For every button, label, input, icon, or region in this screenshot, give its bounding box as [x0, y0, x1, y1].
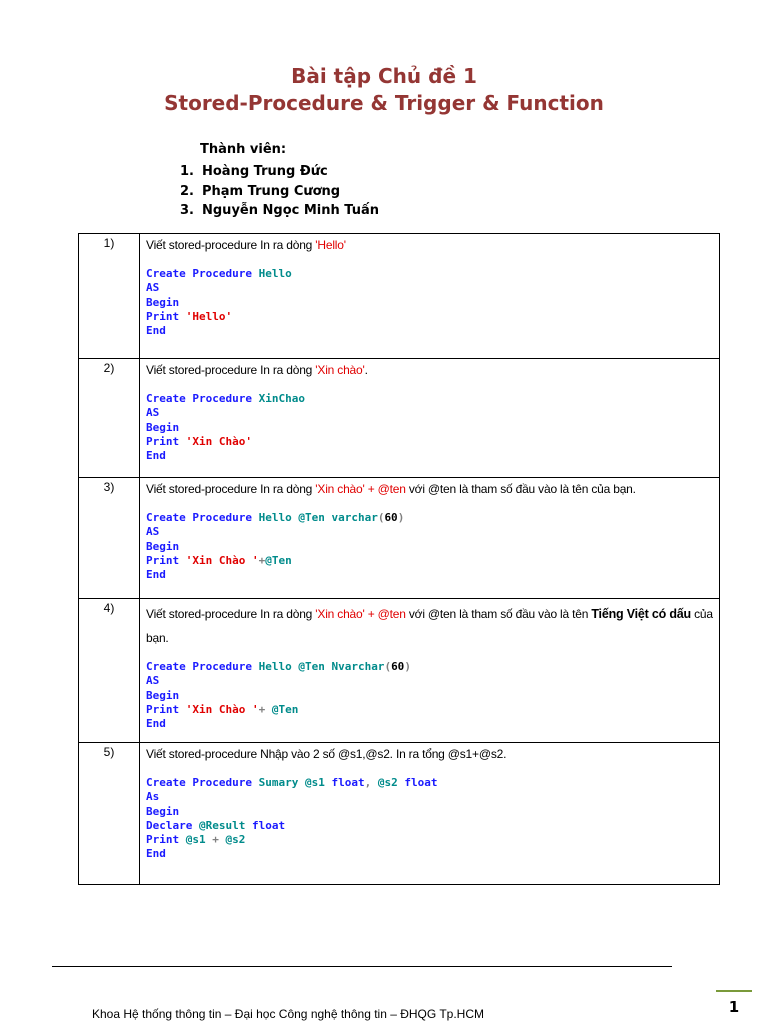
code-keyword: Create Procedure [146, 267, 252, 280]
exercise-content [140, 234, 720, 359]
code-paren: ( [377, 511, 385, 524]
exercise-content [140, 743, 720, 885]
code-string: 'Xin Chào ' [185, 702, 259, 716]
code-identifier: @Ten [265, 553, 292, 567]
code-paren: ) [404, 660, 411, 673]
code-string: 'Xin Chào ' [185, 553, 259, 567]
code-identifier: @s2 [225, 833, 246, 847]
code-keyword: Create Procedure [146, 776, 252, 789]
member-number: 3. [180, 203, 194, 218]
exercise-content [140, 599, 720, 743]
code-string: 'Hello' [185, 309, 233, 323]
task-text: Viết stored-procedure Nhập vào 2 số @s1,@s2. In ra tổng @s1+@s2. [146, 747, 507, 761]
code-keyword: AS [146, 281, 160, 295]
member-item [180, 162, 379, 182]
code-block [146, 392, 713, 463]
task-prefix: Viết stored-procedure In ra dòng [146, 607, 316, 621]
code-keyword: End [146, 568, 166, 582]
member-name: Hoàng Trung Đức [202, 164, 328, 179]
exercise-row [79, 234, 720, 359]
code-identifier: Hello @Ten [258, 511, 325, 524]
footer-rule [52, 966, 672, 967]
task-prefix: Viết stored-procedure In ra dòng [146, 238, 316, 252]
exercise-row [79, 359, 720, 478]
document-subtitle: Stored-Procedure & Trigger & Function [164, 91, 604, 115]
task-string: 'Xin chào' + @ten [315, 482, 406, 496]
task-text [146, 237, 713, 253]
code-type: float [251, 818, 286, 832]
code-keyword: Print [146, 833, 180, 847]
exercise-content [140, 359, 720, 478]
code-keyword: Create Procedure [146, 511, 252, 524]
task-suffix: với @ten là tham số đầu vào là tên [405, 607, 592, 621]
task-text [146, 362, 713, 378]
code-keyword: AS [146, 525, 160, 539]
code-string: 'Xin Chào' [185, 434, 252, 448]
code-type: varchar [331, 511, 378, 524]
code-identifier: Hello [258, 267, 292, 280]
code-keyword: Begin [146, 295, 180, 309]
code-identifier: Hello @Ten [258, 660, 325, 673]
task-prefix: Viết stored-procedure In ra dòng [146, 363, 316, 377]
code-keyword: As [146, 790, 160, 804]
member-item [180, 182, 379, 202]
member-number: 2. [180, 183, 194, 199]
task-string: 'Hello' [315, 238, 346, 252]
code-block [146, 776, 713, 862]
code-keyword: Begin [146, 688, 180, 702]
exercise-number: 3) [79, 478, 140, 599]
page-number: 1 [716, 990, 752, 1022]
member-list [180, 142, 379, 221]
footer-text: Khoa Hệ thống thông tin – Đại học Công nghệ thông tin – ĐHQG Tp.HCM [92, 1007, 485, 1021]
code-paren: ) [397, 511, 405, 524]
exercise-number: 4) [79, 599, 140, 743]
code-block [146, 660, 713, 731]
code-block [146, 511, 713, 582]
code-keyword: Begin [146, 539, 180, 553]
code-keyword: Print [146, 309, 180, 323]
exercise-number: 5) [79, 743, 140, 885]
code-keyword: End [146, 324, 166, 338]
code-keyword: End [146, 847, 166, 861]
code-keyword: AS [146, 674, 160, 688]
task-text [146, 602, 713, 650]
members-label: Thành viên: [200, 142, 287, 157]
exercise-number: 2) [79, 359, 140, 478]
code-keyword: Begin [146, 804, 180, 818]
exercise-row [79, 599, 720, 743]
code-keyword: Print [146, 434, 180, 448]
code-identifier: @s2 [377, 776, 398, 789]
exercise-number: 1) [79, 234, 140, 359]
code-identifier: @Result [198, 818, 246, 832]
member-item [180, 201, 379, 221]
exercise-table [78, 233, 720, 885]
code-keyword: Create Procedure [146, 392, 252, 405]
task-end: của bạn. [146, 607, 713, 645]
code-identifier: @s1 [185, 833, 206, 847]
code-type: float [404, 776, 438, 789]
task-string: 'Xin chào' [315, 363, 365, 377]
code-keyword: Print [146, 553, 180, 567]
code-keyword: Begin [146, 420, 180, 434]
task-emphasis: Tiếng Việt có dấu [591, 607, 691, 621]
exercise-content [140, 478, 720, 599]
code-keyword: Print [146, 702, 180, 716]
task-prefix: Viết stored-procedure In ra dòng [146, 482, 316, 496]
code-operator: + [212, 833, 219, 847]
code-identifier: @Ten [271, 702, 299, 716]
code-identifier: Sumary @s1 [258, 776, 325, 789]
code-operator: + [258, 702, 266, 716]
document-title: Bài tập Chủ đề 1 [291, 64, 477, 88]
code-keyword: Create Procedure [146, 660, 252, 673]
task-suffix: với @ten là tham số đầu vào là tên của bạn. [405, 482, 636, 496]
code-keyword: End [146, 717, 166, 731]
code-operator: + [258, 553, 266, 567]
task-string: 'Xin chào' + @ten [315, 607, 406, 621]
task-text [146, 481, 713, 497]
member-name: Phạm Trung Cương [202, 183, 341, 199]
code-keyword: End [146, 449, 166, 463]
code-identifier: XinChao [258, 392, 305, 405]
member-name: Nguyễn Ngọc Minh Tuấn [202, 203, 380, 218]
code-block [146, 267, 713, 338]
code-keyword: AS [146, 406, 160, 420]
code-type: Nvarchar [331, 660, 385, 673]
code-type: float [331, 776, 365, 789]
member-number: 1. [180, 164, 194, 179]
code-number: 60 [384, 511, 398, 524]
task-suffix: . [364, 363, 368, 377]
code-keyword: Declare [146, 818, 193, 832]
code-comma: , [364, 776, 372, 789]
exercise-row [79, 478, 720, 599]
exercise-row [79, 743, 720, 885]
code-number: 60 [391, 660, 405, 673]
code-paren: ( [384, 660, 392, 673]
